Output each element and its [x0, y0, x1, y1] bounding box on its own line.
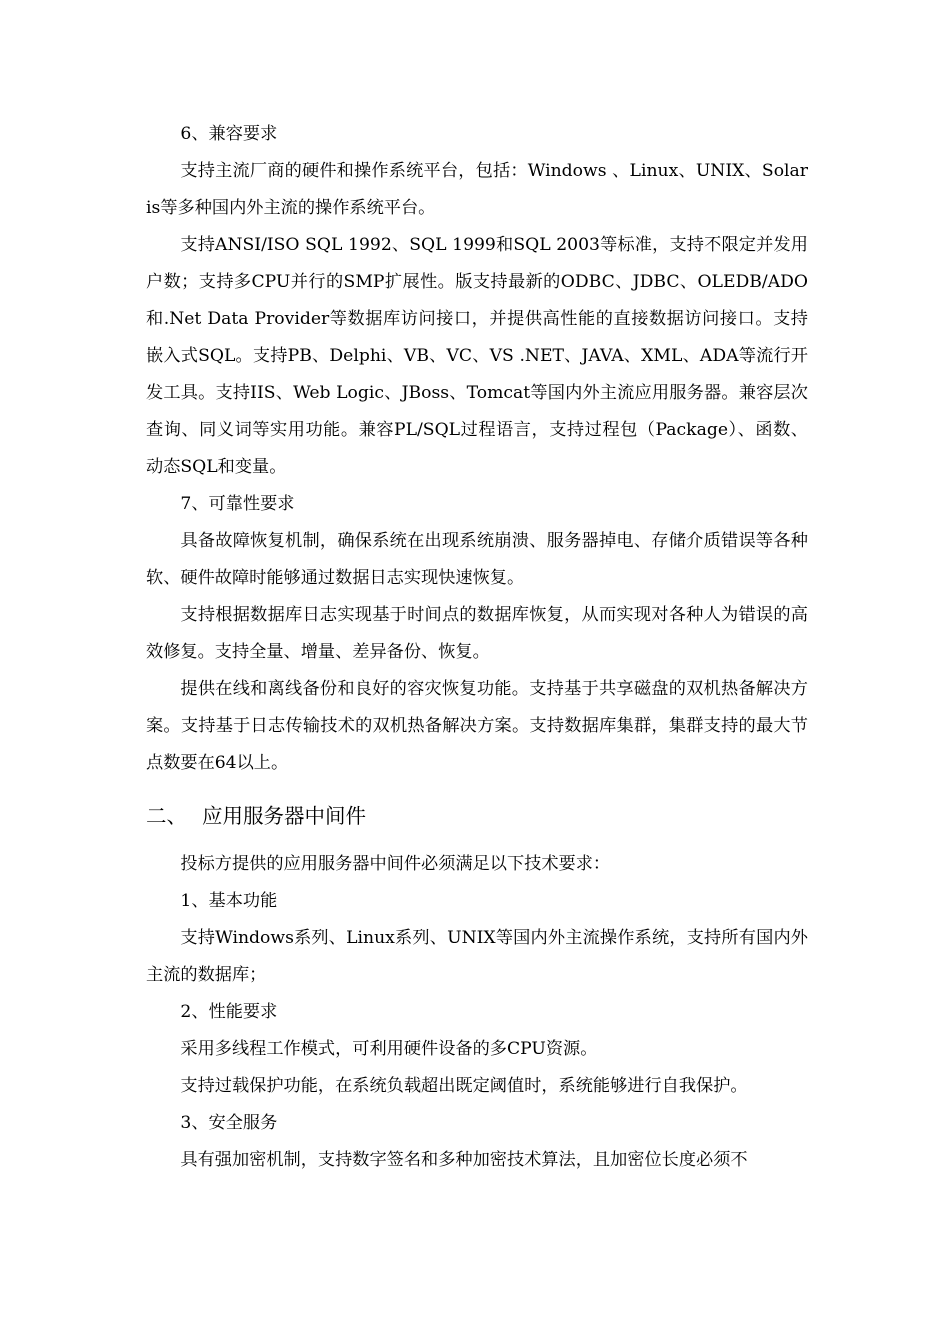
para-overload-protection: 支持过载保护功能，在系统负载超出既定阈值时，系统能够进行自我保护。 [180, 1076, 748, 1096]
para-log-recovery: 支持根据数据库日志实现基于时间点的数据库恢复，从而实现对各种人为错误的高效修复。支持全量、增量、差异备份、恢复。 [146, 605, 808, 662]
section-heading-middleware [146, 796, 808, 836]
para-fault-recovery: 具备故障恢复机制，确保系统在出现系统崩溃、服务器掉电、存储介质错误等各种软、硬件故障时能够通过数据日志实现快速恢复。 [146, 531, 808, 588]
section-title: 应用服务器中间件 [202, 804, 366, 828]
subheading-reliability: 7、可靠性要求 [180, 494, 295, 514]
subheading-security: 3、安全服务 [180, 1113, 278, 1133]
para-sql-standards: 支持ANSI/ISO SQL 1992、SQL 1999和SQL 2003等标准，支持不限定并发用户数；支持多CPU并行的SMP扩展性。版支持最新的ODBC、JDBC、OLEDB/ADO和.Net Data Provider等数据库访问接口，并提供高性能的直接数据访问接口。支持嵌入式SQL。支持PB、Delphi、VB、VC、VS .NET、JAVA、XML、ADA等流行开发工具。支持IIS、Web Logic、JBoss、Tomcat等国内外主流应用服务器。兼容层次查询、同义词等实用功能。兼容PL/SQL过程语言，支持过程包（Package）、函数、动态SQL和变量。 [146, 235, 808, 477]
para-hot-standby: 提供在线和离线备份和良好的容灾恢复功能。支持基于共享磁盘的双机热备解决方案。支持基于日志传输技术的双机热备解决方案。支持数据库集群，集群支持的最大节点数要在64以上。 [146, 679, 808, 773]
section-number: 二、 [146, 804, 187, 828]
document-body [146, 116, 808, 1179]
subheading-compat: 6、兼容要求 [180, 124, 278, 144]
subheading-performance: 2、性能要求 [180, 1002, 278, 1022]
para-os-platform: 支持主流厂商的硬件和操作系统平台，包括：Windows 、Linux、UNIX、Solaris等多种国内外主流的操作系统平台。 [146, 161, 808, 218]
para-multithread: 采用多线程工作模式，可利用硬件设备的多CPU资源。 [180, 1039, 598, 1059]
para-bidder-requirements: 投标方提供的应用服务器中间件必须满足以下技术要求： [180, 854, 611, 874]
para-encryption: 具有强加密机制，支持数字签名和多种加密技术算法，且加密位长度必须不 [180, 1150, 748, 1170]
para-basic-os-support: 支持Windows系列、Linux系列、UNIX等国内外主流操作系统，支持所有国内外主流的数据库； [146, 928, 808, 985]
subheading-basic-functions: 1、基本功能 [180, 891, 278, 911]
